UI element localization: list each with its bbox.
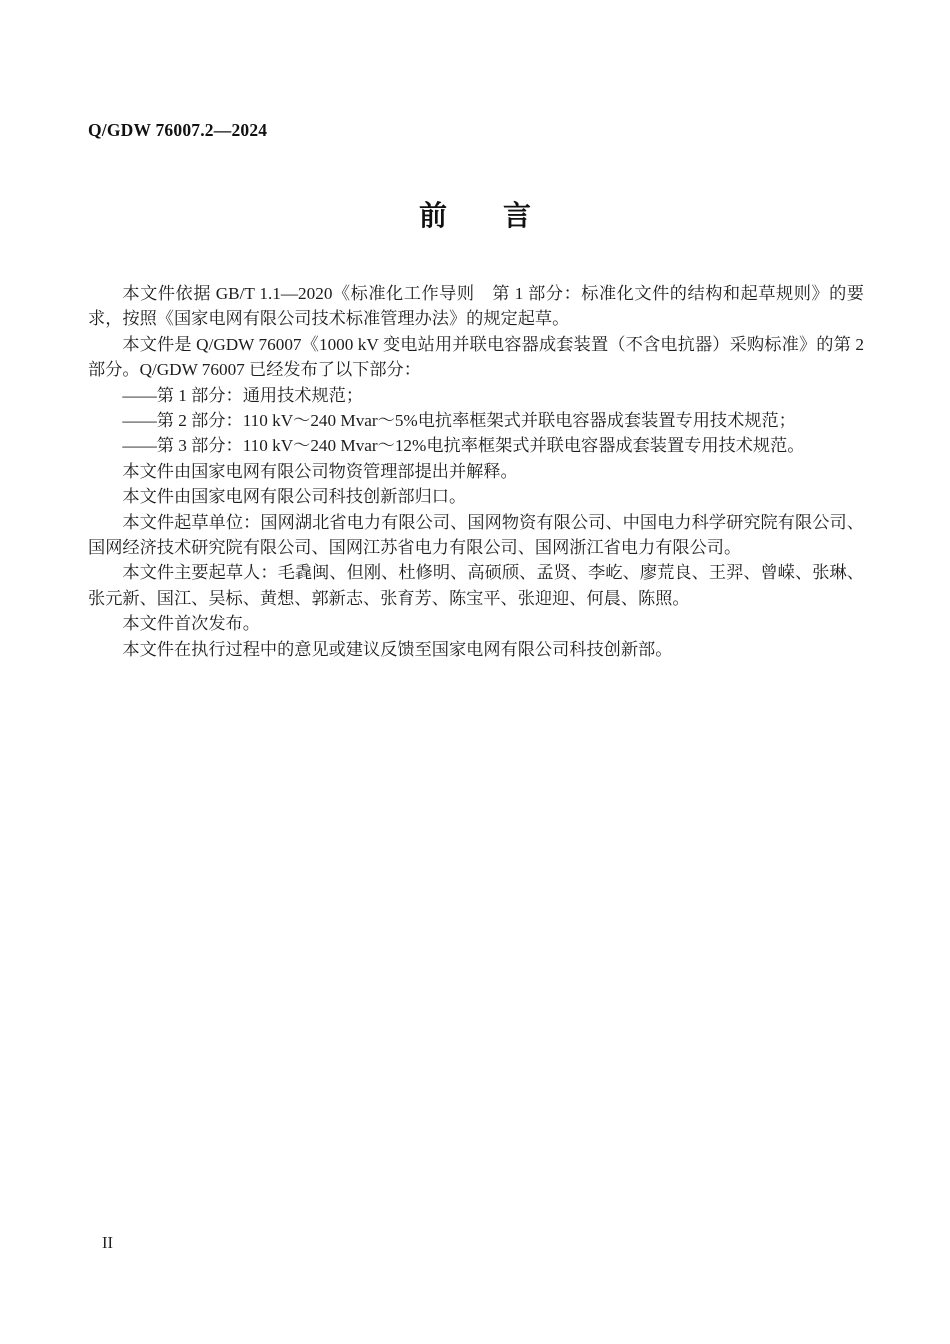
page-number: II bbox=[102, 1233, 113, 1252]
foreword-list-item-part2: ——第 2 部分：110 kV～240 Mvar～5%电抗率框架式并联电容器成套装置专用技术规范； bbox=[122, 411, 796, 431]
document-number: Q/GDW 76007.2—2024 bbox=[88, 120, 268, 140]
page-title: 前 言 bbox=[418, 200, 531, 231]
foreword-paragraph-feedback: 本文件在执行过程中的意见或建议反馈至国家电网有限公司科技创新部。 bbox=[122, 639, 673, 659]
foreword-paragraph-centralized-by: 本文件由国家电网有限公司科技创新部归口。 bbox=[122, 487, 467, 507]
foreword-content bbox=[88, 281, 864, 662]
foreword-paragraph-basis: 本文件依据 GB/T 1.1—2020《标准化工作导则 第 1 部分：标准化文件的结构和起草规则》的要求，按照《国家电网有限公司技术标准管理办法》的规定起草。 bbox=[88, 284, 864, 329]
foreword-list-item-part3: ——第 3 部分：110 kV～240 Mvar～12%电抗率框架式并联电容器成套装置专用技术规范。 bbox=[122, 436, 805, 456]
foreword-list-item-part1: ——第 1 部分：通用技术规范； bbox=[122, 385, 364, 405]
foreword-paragraph-series-intro: 本文件是 Q/GDW 76007《1000 kV 变电站用并联电容器成套装置（不含电抗器）采购标准》的第 2 部分。Q/GDW 76007 已经发布了以下部分： bbox=[88, 334, 864, 380]
foreword-paragraph-drafters: 本文件主要起草人：毛毳闽、但刚、杜修明、高硕颀、孟贤、李屹、廖荒良、王羿、曾嵘、张琳、张元新、国江、吴标、黄想、郭新志、张育芳、陈宝平、张迎迎、何晨、陈照。 bbox=[88, 563, 864, 608]
foreword-paragraph-drafting-organizations: 本文件起草单位：国网湖北省电力有限公司、国网物资有限公司、中国电力科学研究院有限公司、国网经济技术研究院有限公司、国网江苏省电力有限公司、国网浙江省电力有限公司。 bbox=[88, 512, 864, 558]
foreword-paragraph-first-issue: 本文件首次发布。 bbox=[122, 614, 260, 634]
foreword-paragraph-proposer: 本文件由国家电网有限公司物资管理部提出并解释。 bbox=[122, 461, 518, 481]
